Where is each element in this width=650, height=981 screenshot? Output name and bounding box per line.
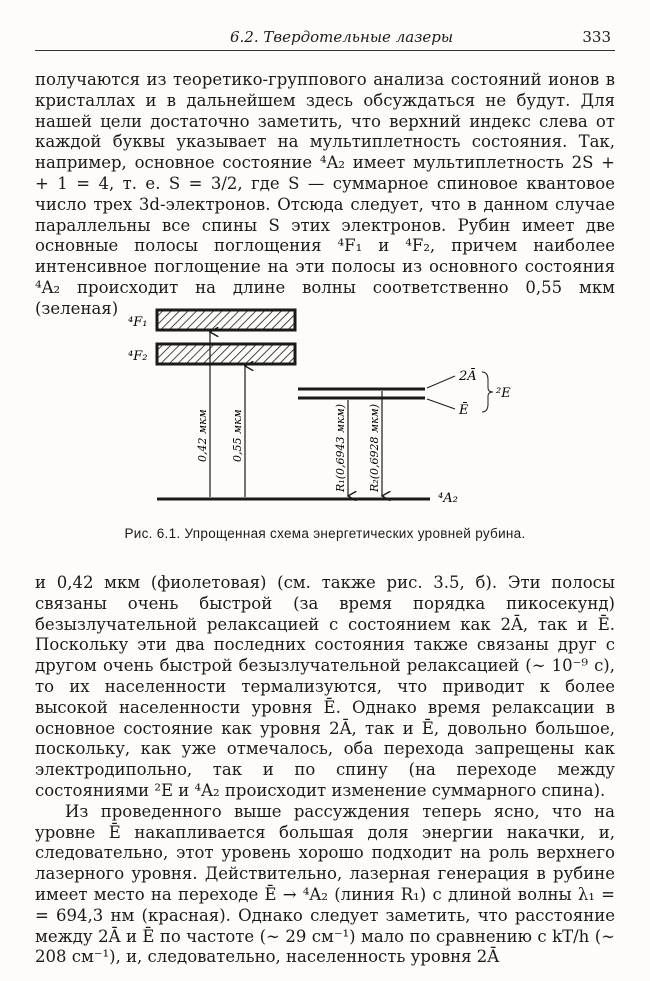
band-4F2	[157, 344, 295, 364]
paragraph-3-text: Из проведенного выше рассуждения теперь ясно, что на уровне Ē накапливается большая доля энергии накачки, и, следовательно, этот уровень хорошо подходит на роль верхнего лазерного уровня. Действительно, лазерная генерация в рубине имеет место на переходе Ē → ⁴A₂ (линия R₁) с длиной волны λ₁ = = 694,3 нм (красная). Однако следует заметить, что расстояние между 2Ā и Ē по частоте (∼ 29 см⁻¹) мало по сравнению с kT/h (∼ 208 см⁻¹), и, следовательно, населенность уровня 2Ā	[35, 801, 615, 967]
label-R2: R₂(0,6928 мкм)	[368, 403, 381, 492]
label-2E: ²E	[496, 386, 511, 401]
leader-2A	[427, 376, 455, 388]
label-R1: R₁(0,6943 мкм)	[334, 403, 347, 492]
leader-E	[427, 399, 455, 409]
paragraph-2-text: и 0,42 мкм (фиолетовая) (см. также рис. 3.5, б). Эти полосы связаны очень быстрой (за время порядка пикосекунд) безызлучательной релаксацией с состоянием как 2Ā, так и Ē. Поскольку эти два последних состояния также связаны друг с другом очень быстрой безызлучательной релаксацией (∼ 10⁻⁹ с), то их населенности термализуются, что приводит к более высокой населенности уровня Ē. Однако время релаксации в основное состояние как уровня 2Ā, так и Ē, довольно большое, поскольку, как уже отмечалось, оба перехода запрещены как электродипольно, так и по спину (на переходе между состояниями ²E и ⁴A₂ происходит изменение суммарного спина).	[35, 573, 615, 800]
paragraph-1	[35, 70, 615, 320]
band-4F1	[157, 310, 295, 330]
page-header	[35, 26, 615, 51]
paragraph-1-text: получаются из теоретико-группового анализа состояний ионов в кристаллах и в дальнейшем здесь обсуждаться не будут. Для нашей цели достаточно заметить, что верхний индекс слева от каждой буквы указывает на мультиплетность состояния. Так, например, основное состояние ⁴A₂ имеет мультиплетность 2S + + 1 = 4, т. е. S = 3/2, где S — суммарное спиновое квантовое число трех 3d-электронов. Отсюда следует, что в данном случае параллельны все спины S этих электронов. Рубин имеет две основные полосы поглощения ⁴F₁ и ⁴F₂, причем наиболее интенсивное поглощение на эти полосы из основного состояния ⁴A₂ происходит на длине волны соответственно 0,55 мкм (зеленая)	[35, 70, 615, 318]
diagram-svg	[120, 302, 540, 522]
label-2A: 2Ā	[459, 369, 477, 384]
energy-level-diagram	[120, 302, 540, 522]
label-055: 0,55 мкм	[231, 409, 244, 462]
figure-caption: Рис. 6.1. Упрощенная схема энергетических уровней рубина.	[124, 526, 526, 541]
label-4F2: ⁴F₂	[128, 349, 148, 364]
label-4F1: ⁴F₁	[128, 315, 148, 330]
paragraph-2	[35, 573, 615, 968]
brace-2E	[482, 372, 493, 412]
label-E: Ē	[459, 403, 469, 418]
page-number: 333	[582, 28, 611, 46]
label-042: 0,42 мкм	[196, 409, 209, 462]
label-4A2: ⁴A₂	[438, 491, 458, 506]
running-title: 6.2. Твердотельные лазеры	[230, 28, 454, 46]
